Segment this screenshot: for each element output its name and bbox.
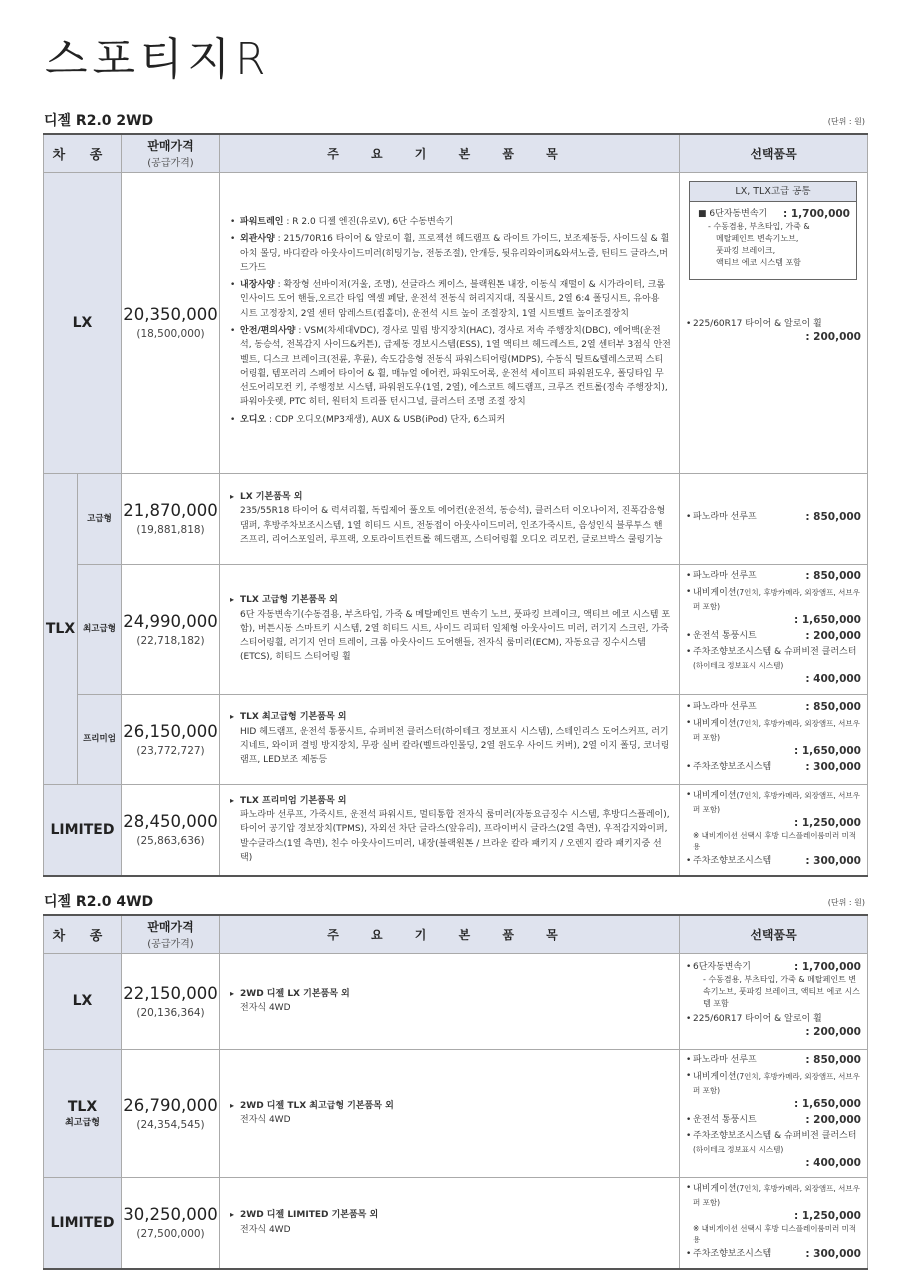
item-exterior: • 외관사양 : 215/70R16 타이어 & 알로이 휠, 프로젝션 헤드램프 & 라이트 가이드, 보조제동등, 사이드실 & 휠아치 몰딩, 바디칼라 아웃사이드미러(히팅기능, 전동조절), 안개등, 뒷유리와이퍼&와셔노즐, 틴티드 글라스,머드가드 bbox=[230, 232, 671, 275]
main-items-4wd-lx: ▸ 2WD 디젤 LX 기본품목 외 전자식 4WD bbox=[220, 953, 680, 1049]
price-4wd-limited: 30,250,000 (27,500,000) bbox=[122, 1177, 220, 1269]
main-items-4wd-tlx: ▸ 2WD 디젤 TLX 최고급형 기본품목 외 전자식 4WD bbox=[220, 1049, 680, 1177]
grade-lx: LX bbox=[44, 172, 122, 473]
main-items-tlx-1: ▸ LX 기본품목 외 235/55R18 타이어 & 럭셔리휠, 독립제어 풀오토 에어컨(운전석, 동승석), 클러스터 이오나이저, 진폭감응형 댐퍼, 후방주차보조시스템, 1열 히티드 시트, 전동접이 아웃사이드미러, 인조가죽시트, 음성인식 블루투스 핸즈프리, 리어스포일러, 루프랙, 오토라이트컨트롤 헤드램프, 스티어링휠 오디오 리모컨, 글로브박스 쿨링기능 bbox=[220, 473, 680, 564]
header-grade-4wd: 차 종 bbox=[44, 915, 122, 953]
price-lx: 20,350,000 (18,500,000) bbox=[122, 172, 220, 473]
grade-tlx-sub-3: 프리미엄 bbox=[78, 694, 122, 784]
row-limited bbox=[44, 784, 868, 876]
option-tire: • 225/60R17 타이어 & 알로이 휠 : 200,000 bbox=[686, 318, 861, 344]
price-4wd-lx: 22,150,000 (20,136,364) bbox=[122, 953, 220, 1049]
row-lx bbox=[44, 172, 868, 473]
option-auto-trans: ■ 6단자동변속기 bbox=[698, 208, 768, 219]
price-table-2wd bbox=[43, 133, 868, 877]
option-auto-trans-price: : 1,700,000 bbox=[783, 207, 850, 220]
price-4wd-tlx: 26,790,000 (24,354,545) bbox=[122, 1049, 220, 1177]
item-audio: • 오디오 : CDP 오디오(MP3재생), AUX & USB(iPod) 단자, 6스피커 bbox=[230, 413, 671, 427]
main-items-limited: ▸ TLX 프리미엄 기본품목 외 파노라마 선루프, 가죽시트, 운전석 파워시트, 멀티통합 전자식 룸미러(자동요금징수 시스템, 후방디스플레이), 타이어 공기압 경보장치(TPMS), 자외선 차단 글라스(앞유리), 프라이버시 글라스(2열 측면), 우적감지와이퍼, 발수글라스(1열 측면), 친수 아웃사이드미러, 내장(블랙원톤 / 브라운 칼라 패키지 / 오렌지 칼라 패키지중 선택) bbox=[220, 784, 680, 876]
price-limited: 28,450,000 (25,863,636) bbox=[122, 784, 220, 876]
row-tlx-premium bbox=[44, 694, 868, 784]
grade-tlx-sub-1: 고급형 bbox=[78, 473, 122, 564]
options-lx bbox=[680, 172, 868, 473]
header-options: 선택품목 bbox=[680, 134, 868, 172]
main-items-tlx-3: ▸ TLX 최고급형 기본품목 외 HID 헤드램프, 운전석 통풍시트, 슈퍼비전 클러스터(하이테크 정보표시 시스템), 스테인리스 도어스커프, 러기지네트, 와이퍼 결빙 방지장치, 무광 실버 칼라(벨트라인몰딩, 2열 윈도우 사이드 커버), 2열 이지 폴딩, 코너링 램프, LED보조 제동등 bbox=[220, 694, 680, 784]
header-price: 판매가격 (공급가격) bbox=[122, 134, 220, 172]
options-limited: • 내비게이션(7인치, 후방카메라, 외장앰프, 서브우퍼 포함) : 1,250,000 ※ 내비게이션 선택시 후방 디스플레이룸미러 미적용 • 주차조향보조시스템 : 300,000 bbox=[680, 784, 868, 876]
grade-tlx: TLX bbox=[44, 473, 78, 784]
header-price-4wd: 판매가격 (공급가격) bbox=[122, 915, 220, 953]
main-items-4wd-limited: ▸ 2WD 디젤 LIMITED 기본품목 외 전자식 4WD bbox=[220, 1177, 680, 1269]
row-4wd-limited bbox=[44, 1177, 868, 1269]
section-2wd-unit: (단위 : 원) bbox=[827, 117, 865, 126]
grade-4wd-limited: LIMITED bbox=[44, 1177, 122, 1269]
grade-4wd-lx: LX bbox=[44, 953, 122, 1049]
grade-4wd-tlx: TLX 최고급형 bbox=[44, 1049, 122, 1177]
section-4wd-title: 디젤 R2.0 4WD bbox=[44, 894, 154, 910]
row-4wd-lx bbox=[44, 953, 868, 1049]
options-tlx-2: • 파노라마 선루프 : 850,000 • 내비게이션(7인치, 후방카메라, 외장앰프, 서브우퍼 포함) : 1,650,000 • 운전석 통풍시트 : 200,000 • 주차조향보조시스템 & 슈퍼비전 클러스터(하이테크 정보표시 시스템) : 400,000 bbox=[680, 564, 868, 694]
price-tlx-1: 21,870,000 (19,881,818) bbox=[122, 473, 220, 564]
common-option-box bbox=[689, 181, 857, 280]
header-options-4wd: 선택품목 bbox=[680, 915, 868, 953]
main-items-lx bbox=[220, 172, 680, 473]
page-title: 스포티지R bbox=[45, 34, 271, 85]
row-4wd-tlx bbox=[44, 1049, 868, 1177]
price-table-4wd bbox=[43, 914, 868, 1270]
price-tlx-3: 26,150,000 (23,772,727) bbox=[122, 694, 220, 784]
grade-limited: LIMITED bbox=[44, 784, 122, 876]
header-grade: 차 종 bbox=[44, 134, 122, 172]
section-2wd-title: 디젤 R2.0 2WD bbox=[44, 113, 154, 129]
row-tlx-top bbox=[44, 564, 868, 694]
main-items-tlx-2: ▸ TLX 고급형 기본품목 외 6단 자동변속기(수동겸용, 부츠타입, 가죽 & 메탈페인트 변속기 노브, 풋파킹 브레이크, 액티브 에코 시스템 포함), 버튼시동 스마트키 시스템, 2열 히티드 시트, 사이드 리피터 일체형 아웃사이드 미러, 러기지 스크린, 가죽 스티어링휠, 러기지 언더 트레이, 크롬 아웃사이드 도어핸들, 전자식 룸미러(ECM), 자동요금 징수시스템(ETCS), 히티드 스티어링 휠 bbox=[220, 564, 680, 694]
option-auto-trans-note: - 수동겸용, 부츠타입, 가죽 & 메탈페인트 변속기노브, 풋파킹 브레이크, 액티브 에코 시스템 포함 bbox=[708, 221, 810, 267]
options-tlx-3: • 파노라마 선루프 : 850,000 • 내비게이션(7인치, 후방카메라, 외장앰프, 서브우퍼 포함) : 1,650,000 • 주차조향보조시스템 : 300,000 bbox=[680, 694, 868, 784]
options-4wd-limited: • 내비게이션(7인치, 후방카메라, 외장앰프, 서브우퍼 포함) : 1,250,000 ※ 내비게이션 선택시 후방 디스플레이룸미러 미적용 • 주차조향보조시스템 : 300,000 bbox=[680, 1177, 868, 1269]
options-4wd-lx: • 6단자동변속기 : 1,700,000 - 수동겸용, 부츠타입, 가죽 & 메탈페인트 변속기노브, 풋파킹 브레이크, 액티브 에코 시스템 포함 • 225/60R17 타이어 & 알로이 휠 : 200,000 bbox=[680, 953, 868, 1049]
item-interior: • 내장사양 : 확장형 선바이저(거울, 조명), 선글라스 케이스, 블랙원톤 내장, 이동식 재떨이 & 시가라이터, 크롬 인사이드 도어 핸들,오르간 타입 엑셀 페달, 운전석 전동식 허리지지대, 직물시트, 2열 6:4 폴딩시트, 유아용 시트 고정장치, 2열 센터 암레스트(컵홀더), 운전석 시트 높이 조절장치, 1열 시트벨트 높이조절장치 bbox=[230, 278, 671, 321]
options-tlx-1: • 파노라마 선루프 : 850,000 bbox=[680, 473, 868, 564]
row-tlx-premium-low bbox=[44, 473, 868, 564]
header-main-items-4wd: 주 요 기 본 품 목 bbox=[220, 915, 680, 953]
item-safety: • 안전/편의사양 : VSM(차세대VDC), 경사로 밀림 방지장치(HAC), 경사로 저속 주행장치(DBC), 에어백(운전석, 동승석, 전복감지 사이드&커튼), 급제동 경보시스템(ESS), 1열 액티브 헤드레스트, 2열 센터부 3점식 안전벨트, 디스크 브레이크(전륜, 후륜), 속도감응형 전동식 파워스티어링(MDPS), 수동식 틸트&텔레스코픽 스티어링휠, 템포러리 스페어 타이어 & 휠, 매뉴얼 에어컨, 파워도어록, 운전석 세이프티 파워윈도우, 폴딩타입 무선도어리모컨 키, 주행정보 시스템, 파워윈도우(1열, 2열), 에스코트 헤드램프, 크루즈 컨트롤(정속 주행장치), 파워아웃렛, PTC 히터, 원터치 트리플 턴시그널, 클러스터 조명 조절 장치 bbox=[230, 324, 671, 410]
header-main-items: 주 요 기 본 품 목 bbox=[220, 134, 680, 172]
options-4wd-tlx: • 파노라마 선루프 : 850,000 • 내비게이션(7인치, 후방카메라, 외장앰프, 서브우퍼 포함) : 1,650,000 • 운전석 통풍시트 : 200,000 • 주차조향보조시스템 & 슈퍼비전 클러스터(하이테크 정보표시 시스템) : 400,000 bbox=[680, 1049, 868, 1177]
section-4wd-unit: (단위 : 원) bbox=[827, 898, 865, 907]
common-option-title: LX, TLX고급 공통 bbox=[690, 182, 856, 202]
price-tlx-2: 24,990,000 (22,718,182) bbox=[122, 564, 220, 694]
item-powertrain: • 파워트레인 : R 2.0 디젤 엔진(유로V), 6단 수동변속기 bbox=[230, 215, 671, 229]
grade-tlx-sub-2: 최고급형 bbox=[78, 564, 122, 694]
